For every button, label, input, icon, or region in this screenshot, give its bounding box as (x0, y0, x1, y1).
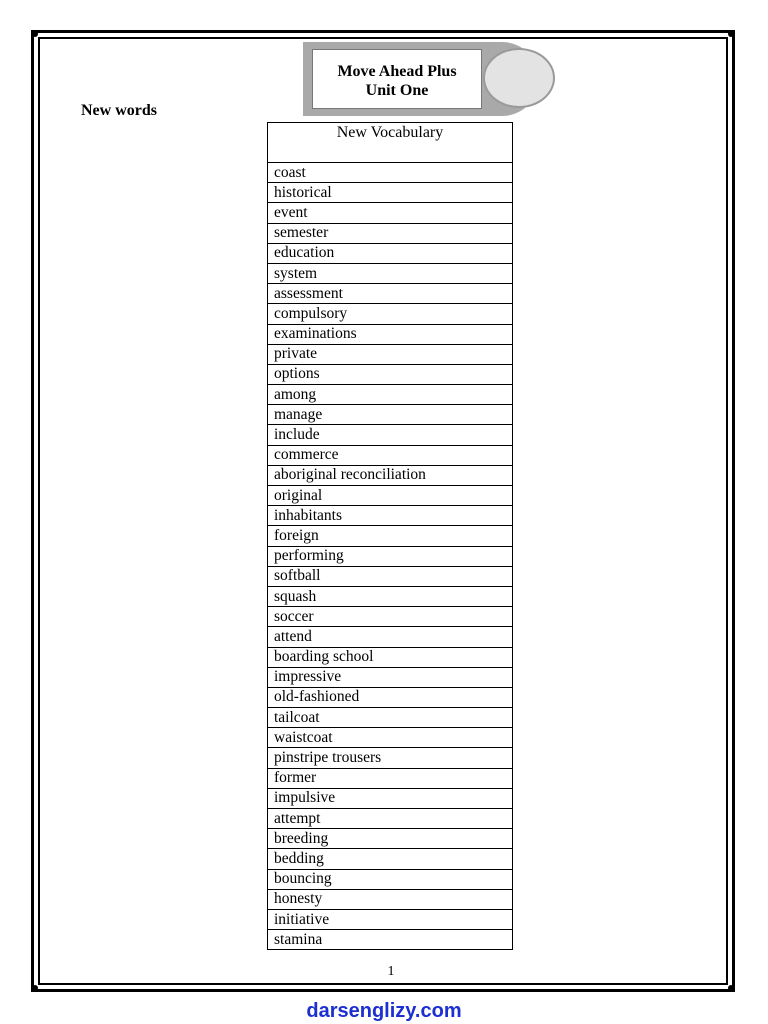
banner-oval (483, 48, 555, 108)
table-row (268, 930, 513, 950)
table-row (268, 546, 513, 566)
table-row (268, 263, 513, 283)
vocabulary-word: semester (268, 223, 513, 243)
vocabulary-word: stamina (268, 930, 513, 950)
vocabulary-word: tailcoat (268, 708, 513, 728)
table-row (268, 788, 513, 808)
vocabulary-word: foreign (268, 526, 513, 546)
table-row (268, 324, 513, 344)
vocabulary-word: inhabitants (268, 506, 513, 526)
vocabulary-word: examinations (268, 324, 513, 344)
table-row (268, 203, 513, 223)
vocabulary-word: include (268, 425, 513, 445)
vocabulary-word: bedding (268, 849, 513, 869)
table-row (268, 183, 513, 203)
vocabulary-word: impulsive (268, 788, 513, 808)
vocabulary-word: attend (268, 627, 513, 647)
vocabulary-word: private (268, 344, 513, 364)
table-row (268, 708, 513, 728)
table-row (268, 344, 513, 364)
vocabulary-word: attempt (268, 809, 513, 829)
vocabulary-word: soccer (268, 607, 513, 627)
vocabulary-word: education (268, 243, 513, 263)
table-row (268, 748, 513, 768)
table-row (268, 647, 513, 667)
vocabulary-word: bouncing (268, 869, 513, 889)
footer-site-link[interactable]: darsenglizy.com (306, 1000, 462, 1022)
banner-subtitle: Unit One (365, 82, 429, 99)
vocabulary-word: former (268, 768, 513, 788)
vocabulary-word: coast (268, 163, 513, 183)
vocabulary-word: compulsory (268, 304, 513, 324)
vocabulary-word: old-fashioned (268, 687, 513, 707)
table-row (268, 364, 513, 384)
vocabulary-word: honesty (268, 889, 513, 909)
vocabulary-word: original (268, 486, 513, 506)
table-row (268, 809, 513, 829)
vocabulary-table (267, 122, 513, 950)
vocabulary-word: breeding (268, 829, 513, 849)
table-row (268, 687, 513, 707)
table-row (268, 223, 513, 243)
table-row (268, 445, 513, 465)
banner-title: Move Ahead Plus (337, 63, 457, 80)
page-number: 1 (387, 964, 395, 979)
table-row (268, 909, 513, 929)
table-row (268, 385, 513, 405)
table-row (268, 163, 513, 183)
vocabulary-word: pinstripe trousers (268, 748, 513, 768)
table-row (268, 869, 513, 889)
table-row (268, 728, 513, 748)
table-row (268, 425, 513, 445)
table-row (268, 667, 513, 687)
vocabulary-table-body (268, 163, 513, 950)
corner-dot (728, 985, 734, 991)
vocabulary-word: softball (268, 566, 513, 586)
corner-dot (728, 31, 734, 37)
vocabulary-word: waistcoat (268, 728, 513, 748)
vocabulary-word: options (268, 364, 513, 384)
table-row (268, 889, 513, 909)
vocabulary-word: assessment (268, 284, 513, 304)
banner-title-box (312, 49, 482, 109)
table-row (268, 284, 513, 304)
vocabulary-word: squash (268, 586, 513, 606)
unit-banner (303, 42, 565, 116)
corner-dot (32, 985, 38, 991)
vocabulary-word: manage (268, 405, 513, 425)
corner-dot (32, 31, 38, 37)
vocabulary-word: among (268, 385, 513, 405)
vocabulary-word: historical (268, 183, 513, 203)
vocabulary-word: initiative (268, 909, 513, 929)
vocabulary-word: performing (268, 546, 513, 566)
vocabulary-word: aboriginal reconciliation (268, 465, 513, 485)
table-row (268, 506, 513, 526)
table-row (268, 829, 513, 849)
table-row (268, 405, 513, 425)
vocabulary-table-header: New Vocabulary (268, 123, 513, 163)
vocabulary-word: system (268, 263, 513, 283)
table-row (268, 465, 513, 485)
table-row (268, 768, 513, 788)
table-row (268, 304, 513, 324)
vocabulary-word: impressive (268, 667, 513, 687)
table-row (268, 627, 513, 647)
vocabulary-word: event (268, 203, 513, 223)
vocabulary-word: commerce (268, 445, 513, 465)
table-row (268, 526, 513, 546)
table-row (268, 607, 513, 627)
vocabulary-word: boarding school (268, 647, 513, 667)
table-row (268, 243, 513, 263)
table-row (268, 586, 513, 606)
section-title: New words (81, 102, 157, 119)
table-row (268, 566, 513, 586)
table-row (268, 849, 513, 869)
table-row (268, 486, 513, 506)
